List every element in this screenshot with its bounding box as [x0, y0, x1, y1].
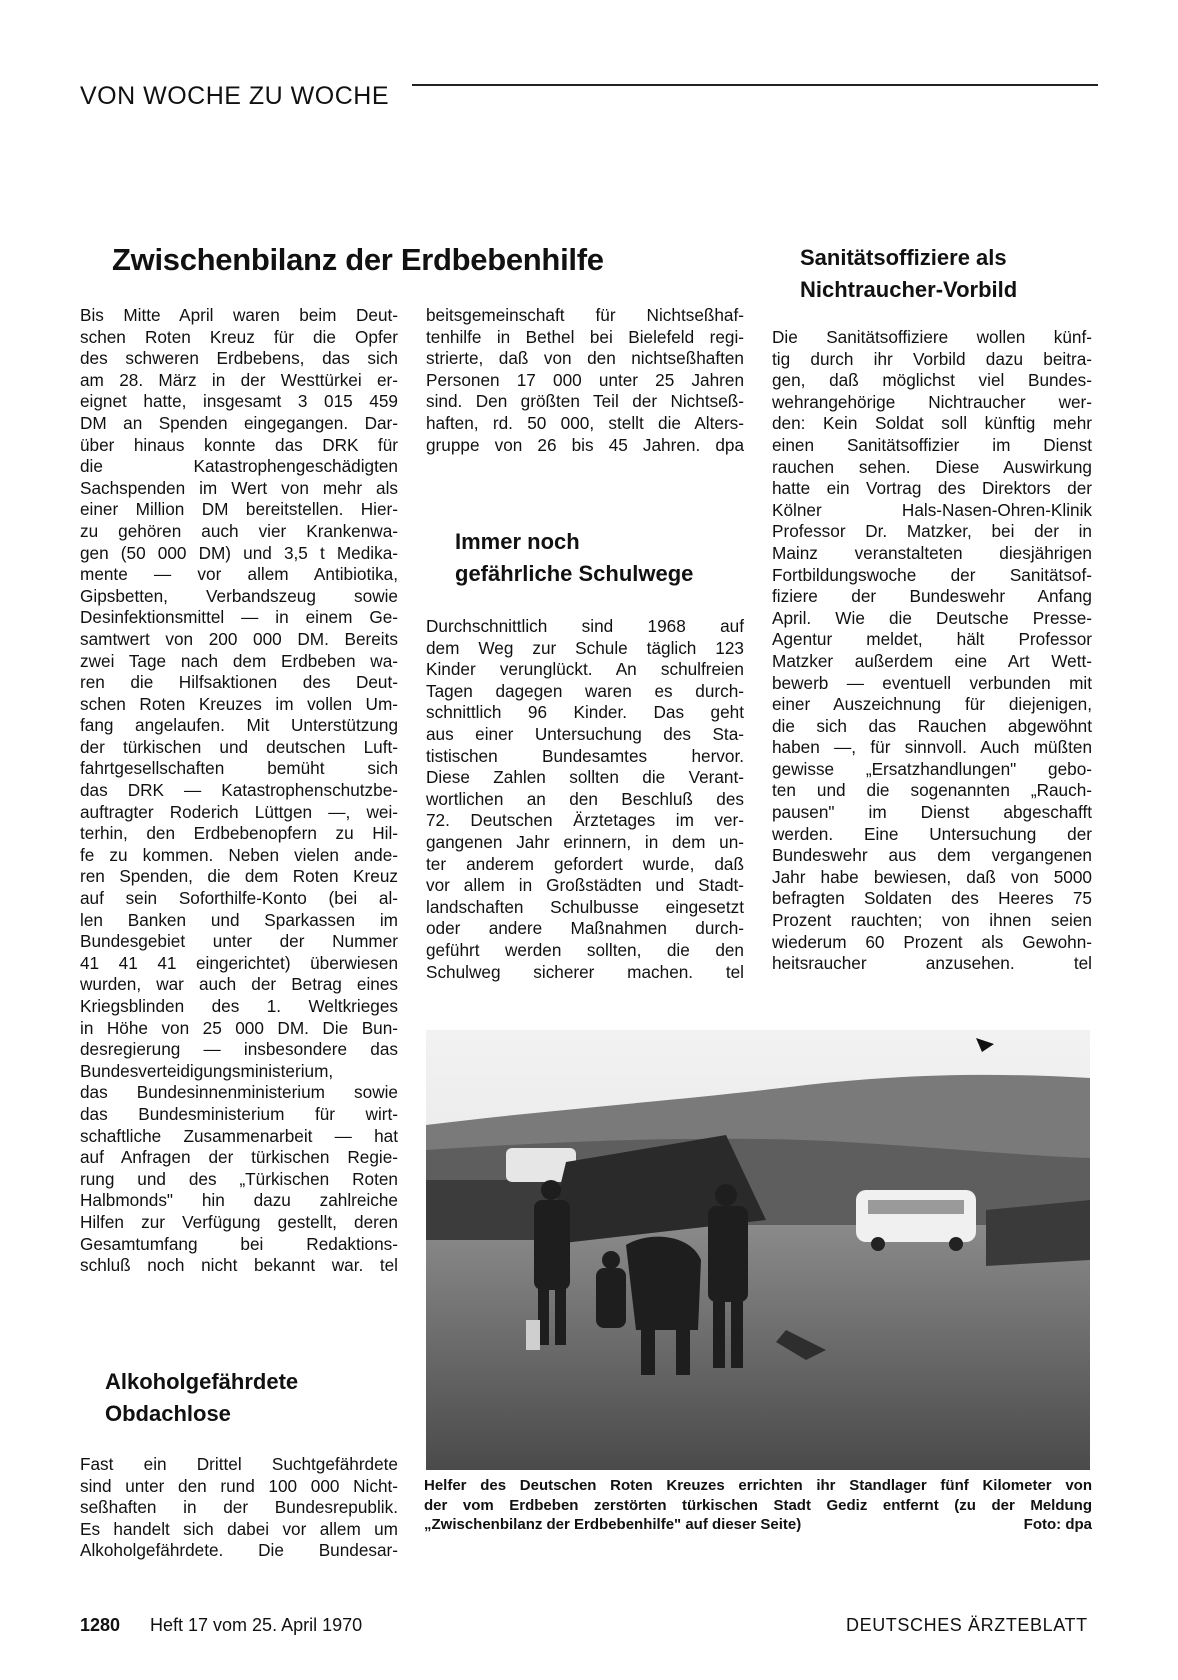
text-line: gangenen Jahr erinnern, in dem un- — [426, 831, 744, 852]
text-line: schen Roten Kreuzes im vollen Um- — [80, 693, 398, 714]
text-line: Halbmonds" hin dazu zahlreiche — [80, 1190, 398, 1211]
article-title-schulwege — [455, 526, 693, 590]
text-line: wiederum 60 Prozent als Gewohn- — [772, 931, 1092, 952]
text-line: Fortbildungswoche der Sanitätsof- — [772, 564, 1092, 585]
text-line: schaftliche Zusammenarbeit — hat — [80, 1125, 398, 1146]
text-line: Hilfen zur Verfügung gestellt, deren — [80, 1211, 398, 1232]
text-line: Tagen dagegen waren es durch- — [426, 680, 744, 701]
text-line: Es handelt sich dabei vor allem um — [80, 1518, 398, 1539]
news-photo — [426, 1030, 1090, 1470]
text-line: Personen 17 000 unter 25 Jahren — [426, 369, 744, 390]
text-line: Mainz veranstalteten diesjährigen — [772, 542, 1092, 563]
text-line: wurden, war auch der Betrag eines — [80, 974, 398, 995]
text-line: gruppe von 26 bis 45 Jahren. dpa — [426, 434, 744, 455]
text-line: Gipsbetten, Verbandszeug sowie — [80, 585, 398, 606]
text-line: Jahr habe bewiesen, daß von 5000 — [772, 866, 1092, 887]
text-line: Kinder verunglückt. An schulfreien — [426, 659, 744, 680]
title-line: Immer noch — [455, 529, 580, 554]
text-line: 41 41 41 eingerichtet) überwiesen — [80, 952, 398, 973]
text-line: Bundeswehr aus dem vergangenen — [772, 845, 1092, 866]
section-header: VON WOCHE ZU WOCHE — [80, 82, 389, 110]
text-line: sind. Den größten Teil der Nichtseß- — [426, 391, 744, 412]
text-line: samtwert von 200 000 DM. Bereits — [80, 628, 398, 649]
text-line: auftragter Roderich Lüttgen —, wei- — [80, 801, 398, 822]
text-line: landschaften Schulbusse eingesetzt — [426, 896, 744, 917]
text-line: Gesamtumfang bei Redaktions- — [80, 1233, 398, 1254]
text-line: Alkoholgefährdete. Die Bundesar- — [80, 1540, 398, 1561]
text-line: dem Weg zur Schule täglich 123 — [426, 637, 744, 658]
text-line: Bis Mitte April waren beim Deut- — [80, 305, 398, 325]
text-line: Agentur meldet, hält Professor — [772, 629, 1092, 650]
text-line: len Banken und Sparkassen im — [80, 909, 398, 930]
text-line: Kriegsblinden des 1. Weltkrieges — [80, 996, 398, 1016]
text-line: schnittlich 96 Kinder. Das geht — [426, 702, 744, 723]
article-title-alkohol — [105, 1366, 298, 1430]
text-line: am 28. März in der Westtürkei er- — [80, 369, 398, 390]
text-line: die sich das Rauchen abgewöhnt — [772, 715, 1092, 736]
article-body-schulwege — [426, 616, 744, 983]
title-line: Obdachlose — [105, 1401, 231, 1426]
photo-caption — [424, 1476, 1092, 1535]
text-line: den: Kein Soldat soll künftig mehr — [772, 413, 1092, 434]
article-title-sanitaet — [800, 242, 1017, 306]
text-line: desregierung — insbesondere das — [80, 1039, 398, 1060]
article-body-erdbeben — [80, 305, 398, 1277]
text-line: haben —, für sinnvoll. Auch müßten — [772, 737, 1092, 758]
text-line: schluß noch nicht bekannt war. tel — [80, 1255, 398, 1276]
text-line: das Bundesministerium für wirt- — [80, 1103, 398, 1124]
text-line: Professor Dr. Matzker, bei der in — [772, 521, 1092, 542]
text-line: tig durch ihr Vorbild dazu beitra- — [772, 348, 1092, 369]
text-line: 72. Deutschen Ärztetages im ver- — [426, 810, 744, 831]
text-line: Bundesverteidigungsministerium, — [80, 1060, 334, 1081]
text-line: seßhaften in der Bundesrepublik. — [80, 1497, 398, 1518]
title-line: gefährliche Schulwege — [455, 561, 694, 586]
photo-credit: Foto: dpa — [1023, 1516, 1092, 1533]
text-line: zwei Tage nach dem Erdbeben wa- — [80, 650, 398, 671]
text-line: Kölner Hals-Nasen-Ohren-Klinik — [772, 499, 1092, 520]
text-line: Durchschnittlich sind 1968 auf — [426, 616, 744, 636]
text-line: Schulweg sicherer machen. tel — [426, 961, 744, 982]
text-line: der türkischen und deutschen Luft- — [80, 736, 398, 757]
text-line: befragten Soldaten des Heeres 75 — [772, 888, 1092, 909]
text-line: rauchen sehen. Diese Auswirkung — [772, 456, 1092, 477]
text-line: schen Roten Kreuz für die Opfer — [80, 326, 398, 347]
caption-line: Helfer des Deutschen Roten Kreuzes errichten ihr Standlager fünf Kilometer von — [424, 1477, 1092, 1494]
text-line: oder andere Maßnahmen durch- — [426, 918, 744, 939]
text-line: ren Spenden, die dem Roten Kreuz — [80, 866, 398, 887]
text-line: Die Sanitätsoffiziere wollen künf- — [772, 327, 1092, 347]
text-line: tistischen Bundesamtes hervor. — [426, 745, 744, 766]
text-line: das Bundesinnenministerium sowie — [80, 1082, 398, 1103]
text-line: mente — vor allem Antibiotika, — [80, 564, 398, 585]
text-line: Fast ein Drittel Suchtgefährdete — [80, 1454, 398, 1474]
article-body-alkohol-part1 — [80, 1454, 398, 1562]
text-line: haften, rd. 50 000, stellt die Alters- — [426, 412, 744, 433]
title-line: Alkoholgefährdete — [105, 1369, 299, 1394]
article-title-erdbeben: Zwischenbilanz der Erdbebenhilfe — [112, 242, 604, 277]
text-line: vor allem in Großstädten und Stadt- — [426, 875, 744, 896]
issue-info: Heft 17 vom 25. April 1970 — [150, 1615, 363, 1635]
text-line: geführt werden sollten, die den — [426, 939, 744, 960]
text-line: rung und des „Türkischen Roten — [80, 1168, 398, 1189]
text-line: einen Sanitätsoffizier im Dienst — [772, 434, 1092, 455]
publication-name: DEUTSCHES ÄRZTEBLATT — [846, 1615, 1088, 1635]
text-line: zu gehören auch vier Krankenwa- — [80, 520, 398, 541]
text-line: Bundesgebiet unter der Nummer — [80, 931, 398, 952]
text-line: strierte, daß von den nichtseßhaften — [426, 348, 744, 369]
text-line: fang angelaufen. Mit Unterstützung — [80, 715, 398, 736]
text-line: pausen" im Dienst abgeschafft — [772, 802, 1092, 823]
text-line: April. Wie die Deutsche Presse- — [772, 607, 1092, 628]
text-line: eignet hatte, insgesamt 3 015 459 — [80, 391, 398, 412]
text-line: wehrangehörige Nichtraucher wer- — [772, 391, 1092, 412]
text-line: fe zu kommen. Neben vielen ande- — [80, 844, 398, 865]
text-line: ter anderem gefordert wurde, daß — [426, 853, 744, 874]
text-line: Desinfektionsmittel — in einem Ge- — [80, 607, 398, 628]
text-line: Prozent rauchten; von ihnen seien — [772, 910, 1092, 931]
article-body-alkohol-part2 — [426, 305, 744, 456]
text-line: gen (50 000 DM) und 3,5 t Medika- — [80, 542, 398, 563]
text-line: terhin, den Erdbebenopfern zu Hil- — [80, 823, 398, 844]
text-line: Diese Zahlen sollten die Verant- — [426, 767, 744, 788]
caption-text: „Zwischenbilanz der Erdbebenhilfe" auf dieser Seite) — [424, 1516, 802, 1533]
text-line: bewerb — eventuell verbunden mit — [772, 672, 1092, 693]
text-line: heitsraucher anzusehen. tel — [772, 953, 1092, 974]
text-line: gen, daß möglichst viel Bundes- — [772, 370, 1092, 391]
text-line: Matzker außerdem eine Art Wett- — [772, 650, 1092, 671]
text-line: einer Auszeichnung für diejenigen, — [772, 694, 1092, 715]
title-line: Sanitätsoffiziere als — [800, 245, 1007, 270]
text-line: Sachspenden im Wert von mehr als — [80, 477, 398, 498]
text-line: fahrtgesellschaften bemüht sich — [80, 758, 398, 779]
text-line: sind unter den rund 100 000 Nicht- — [80, 1475, 398, 1496]
text-line: des schweren Erdbebens, das sich — [80, 348, 398, 369]
text-line: werden. Eine Untersuchung der — [772, 823, 1092, 844]
text-line: einer Million DM bereitstellen. Hier- — [80, 499, 398, 520]
title-line: Nichtraucher-Vorbild — [800, 277, 1018, 302]
text-line: tenhilfe in Bethel bei Bielefeld regi- — [426, 326, 744, 347]
page-number: 1280 — [80, 1615, 121, 1635]
caption-line: der vom Erdbeben zerstörten türkischen Stadt Gediz entfernt (zu der Meldung — [424, 1496, 1092, 1514]
text-line: fiziere der Bundeswehr Anfang — [772, 586, 1092, 607]
text-line: in Höhe von 25 000 DM. Die Bun- — [80, 1017, 398, 1038]
header-rule — [412, 84, 1098, 86]
text-line: aus einer Untersuchung des Sta- — [426, 723, 744, 744]
article-body-sanitaet — [772, 327, 1092, 975]
text-line: über hinaus konnte das DRK für — [80, 434, 398, 455]
text-line: die Katastrophengeschädigten — [80, 456, 398, 477]
text-line: ten und die sogenannten „Rauch- — [772, 780, 1092, 801]
text-line: wortlichen an den Beschluß des — [426, 788, 744, 809]
photo-illustration — [426, 1030, 1090, 1470]
text-line: hatte ein Vortrag des Direktors der — [772, 478, 1092, 499]
text-line: beitsgemeinschaft für Nichtseßhaf- — [426, 305, 744, 325]
text-line: DM an Spenden eingegangen. Dar- — [80, 412, 398, 433]
text-line: auf Anfragen der türkischen Regie- — [80, 1147, 398, 1168]
caption-last-line — [424, 1515, 1092, 1535]
text-line: das DRK — Katastrophenschutzbe- — [80, 780, 398, 801]
text-line: gewisse „Ersatzhandlungen" gebo- — [772, 758, 1092, 779]
text-line: auf sein Soforthilfe-Konto (bei al- — [80, 888, 398, 909]
text-line: ren die Hilfsaktionen des Deut- — [80, 672, 398, 693]
